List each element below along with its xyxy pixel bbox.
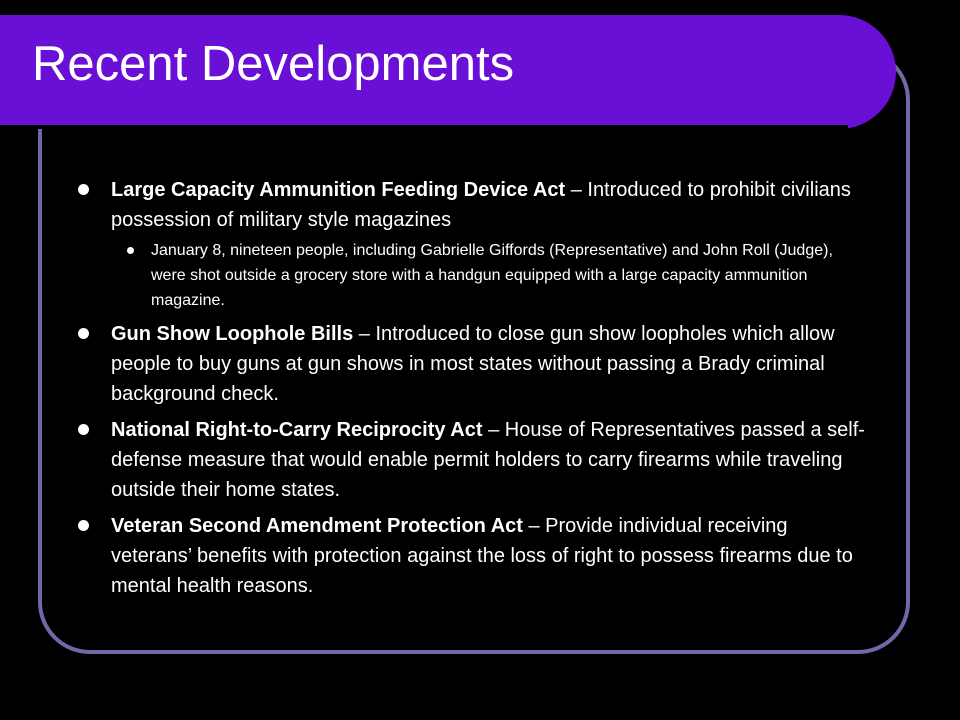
bullet-heading: National Right-to-Carry Reciprocity Act	[111, 419, 483, 442]
bullet-dot	[78, 520, 89, 531]
bullet-heading: Veteran Second Amendment Protection Act	[111, 515, 523, 538]
bullet-text: – Provide individual receiving veterans’ benefits with protection against the loss of right to possess firearms due to mental health reasons.	[111, 515, 853, 598]
sub-bullet-list	[111, 239, 868, 313]
bullet-item	[78, 175, 868, 313]
sub-bullet-text: January 8, nineteen people, including Gabrielle Giffords (Representative) and John Roll (Judge), were shot outside a grocery store with a handgun equipped with a large capacity ammunition magazine.	[151, 242, 833, 309]
bullet-text: – Introduced to close gun show loopholes which allow people to buy guns at gun shows in most states without passing a Brady criminal background check.	[111, 323, 835, 406]
bullet-heading: Large Capacity Ammunition Feeding Device Act	[111, 179, 566, 201]
bullet-item	[78, 415, 868, 505]
bullet-text: – Introduced to prohibit civilians possession of military style magazines	[111, 179, 851, 231]
slide-title: Recent Developments	[32, 37, 515, 91]
bullet-item	[78, 319, 868, 409]
sub-bullet-item	[111, 239, 868, 313]
bullet-text: – House of Representatives passed a self-defense measure that would enable permit holders to carry firearms while traveling outside their home states.	[111, 419, 865, 502]
slide-content	[78, 175, 868, 607]
bullet-dot	[78, 424, 89, 435]
bullet-dot	[78, 184, 89, 195]
bullet-list	[78, 175, 868, 601]
title-underline	[0, 125, 848, 129]
bullet-item	[78, 511, 868, 601]
sub-bullet-dot	[127, 247, 134, 254]
bullet-dot	[78, 328, 89, 339]
bullet-heading: Gun Show Loophole Bills	[111, 323, 354, 346]
